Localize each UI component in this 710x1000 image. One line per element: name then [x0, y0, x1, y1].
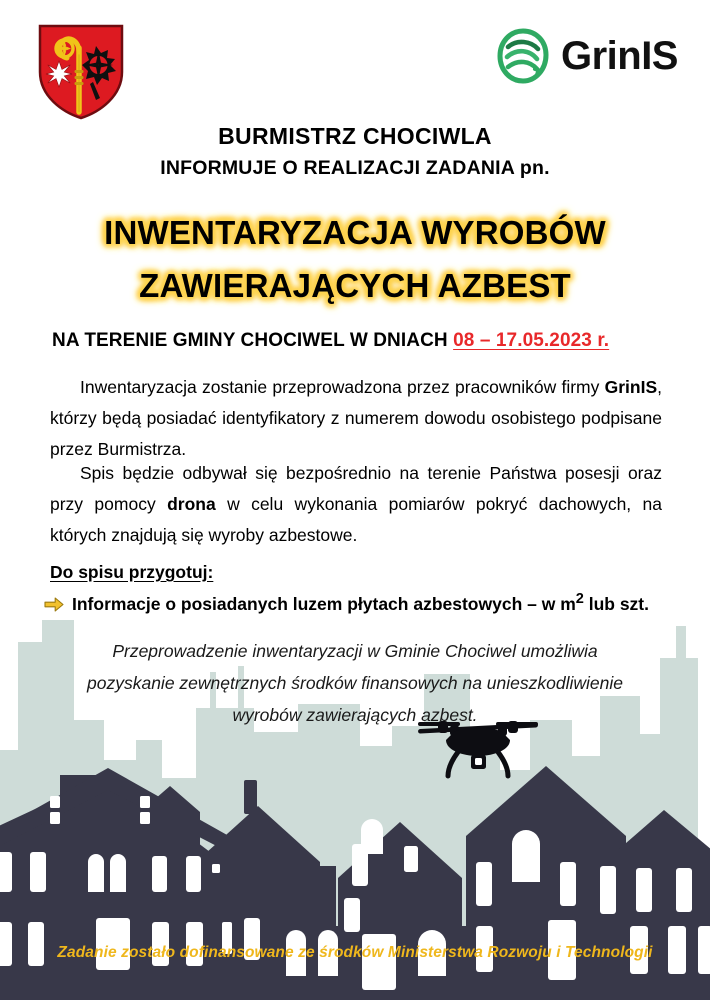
grinis-logo — [495, 28, 678, 84]
paragraph-survey-method — [50, 458, 662, 551]
prepare-item-superscript: 2 — [575, 591, 584, 607]
p1-company-name: GrinIS — [604, 377, 658, 397]
dateline-dates: 08 – 17.05.2023 r. — [453, 330, 610, 351]
announcement-subtitle: INFORMUJE O REALIZACJI ZADANIA pn. — [160, 156, 550, 179]
prepare-heading: Do spisu przygotuj: — [50, 562, 214, 582]
p1-part-b: , którzy będą posiadać identyfikatory z numerem dowodu osobistego podpisane przez Burmistrza. — [50, 377, 662, 460]
grinis-leaf-icon — [495, 28, 551, 84]
p2-part-b: w celu wykonania pomiarów pokryć dachowych, na których znajdują się wyroby azbestowe. — [50, 494, 663, 546]
coat-of-arms-crest — [38, 24, 124, 120]
authority-title: BURMISTRZ CHOCIWLA — [218, 123, 492, 149]
p1-part-a: Inwentaryzacja zostanie przeprowadzona przez pracowników firmy — [80, 377, 605, 397]
funding-notice-line-1: Przeprowadzenie inwentaryzacji w Gminie Chociwel umożliwia — [112, 641, 598, 661]
dateline-prefix: NA TERENIE GMINY CHOCIWEL W DNIACH — [52, 330, 454, 351]
funding-notice — [60, 636, 650, 732]
prepare-item-text-a: Informacje o posiadanych luzem płytach azbestowych – w m — [72, 593, 576, 614]
headline-line-1: INWENTARYZACJA WYROBÓW — [104, 214, 606, 251]
funding-notice-line-3: wyrobów zawierających azbest. — [232, 704, 478, 725]
dateline — [52, 330, 609, 352]
funding-notice-line-2: pozyskanie zewnętrznych środków finansowych na unieszkodliwienie — [87, 672, 623, 693]
prepare-item-text-b: lub szt. — [583, 593, 649, 614]
kicker-block — [0, 122, 710, 182]
grinis-wordmark: GrinIS — [560, 34, 678, 78]
p2-drone-word: drona — [167, 494, 216, 515]
headline-block — [0, 206, 710, 313]
funding-footer-text: Zadanie zostało dofinansowane ze środków Ministerstwa Rozwoju i Technologii — [57, 944, 653, 961]
poster-header — [0, 0, 710, 120]
p2-part-a: Spis będzie odbywał się bezpośrednio na terenie Państwa posesji oraz przy pomocy — [50, 463, 662, 515]
headline-line-2: ZAWIERAJĄCYCH AZBEST — [139, 267, 571, 305]
paragraph-inventory-crew — [50, 372, 662, 465]
